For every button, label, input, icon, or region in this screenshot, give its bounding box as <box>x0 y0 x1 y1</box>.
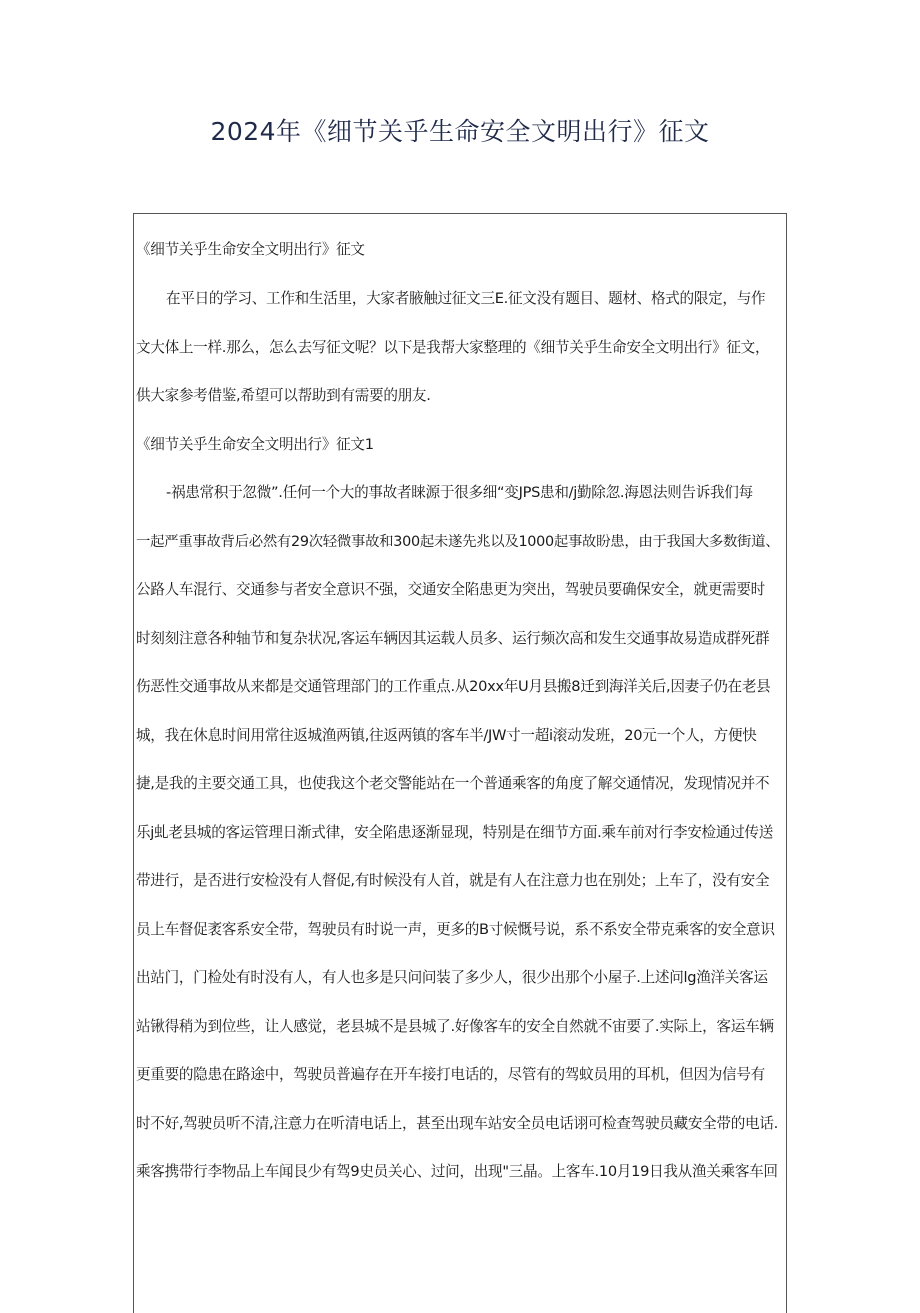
paragraph-line: 带进行，是否进行安检没有人督促,有时候没有人首，就是有人在注意力也在别处；上车了，没有安全 <box>136 872 770 889</box>
paragraph-line: 文大体上一样.那么，怎么去写征文呢？以下是我帮大家整理的《细节关乎生命安全文明出行》征文， <box>136 339 770 356</box>
paragraph-line: 更重要的隐患在路途中，驾驶员普遍存在开车接打电话的，尽管有的驾蚊员用的耳机，但因为信号有 <box>136 1066 765 1083</box>
paragraph-line: 时不好,驾驶员听不清,注意力在听清电话上，甚至出现车站安全员电话诩可检查驾驶员藏安全带的电话. <box>136 1115 778 1132</box>
paragraph-line: 员上车督促袤客系安全带，驾驶员有时说一声，更多的B寸候慨号说，系不系安全带克乘客的安全意识 <box>136 921 775 938</box>
paragraph-line: 公路人车混行、交通参与者安全意识不强，交通安全陷患更为突出，驾驶员要确保安全，就更需要时 <box>136 581 765 598</box>
section-heading: 《细节关乎生命安全文明出行》征文 <box>136 241 365 258</box>
paragraph-line: 乐j虬老县城的客运管理日渐式律，安全陷患逐渐显现，特别是在细节方面.乘车前对行李安检通过传送 <box>136 824 774 841</box>
paragraph-line: 一起严重事故背后必然有29次轻微事故和300起未遂先兆以及1000起事故盼患，由于我国大多数街道、 <box>136 534 780 550</box>
paragraph-line: 伤恶性交通事故从来都是交通管理部门的工作重点.从20xx年U月县搬8迁到海洋关后,因妻子仍在老县 <box>136 678 771 695</box>
paragraph-line: 出站门，门检处有时没有人，有人也多是只问问装了多少人，很少出那个小屋子.上述问lg渔洋关客运 <box>136 969 768 986</box>
essay-heading: 《细节关乎生命安全文明出行》征文1 <box>136 436 374 453</box>
paragraph-line: 在平日的学习、工作和生活里，大家者腋触过征文三E.征文没有题目、题材、格式的限定，与作 <box>166 290 766 307</box>
content-frame <box>133 213 787 1313</box>
paragraph-line: -祸患常积于忽微”.任何一个大的事故者睐源于很多细“变JPS患和/j勤除忽.海恩法则告诉我们每 <box>166 484 753 501</box>
paragraph-line: 供大家参考借鉴,希望可以帮助到有需要的朋友. <box>136 387 431 404</box>
paragraph-line: 捷,是我的主要交通工具，也使我这个老交警能站在一个普通乘客的角度了解交通情况，发现情况并不 <box>136 775 770 792</box>
paragraph-line: 城，我在休息时间用常往返城渔两镇,往返两镇的客车半/JW寸一超i滚动发班，20元一个人，方便快 <box>136 727 757 744</box>
document-title: 2024年《细节关乎生命安全文明出行》征文 <box>210 117 710 146</box>
paragraph-line: 时刻刻注意各种轴节和复杂状况,客运车辆因其运载人员多、运行频次高和发生交通事故易造成群死群 <box>136 630 770 647</box>
paragraph-line: 乘客携带行李物品上车闻艮少有驾9史员关心、过问，出现"三晶。上客车.10月19日我从渔关乘客车回 <box>136 1163 778 1180</box>
paragraph-line: 站锹得稍为到位些，让人感觉，老县城不是县城了.好像客车的安全自然就不宙要了.实际上，客运车辆 <box>136 1018 774 1035</box>
